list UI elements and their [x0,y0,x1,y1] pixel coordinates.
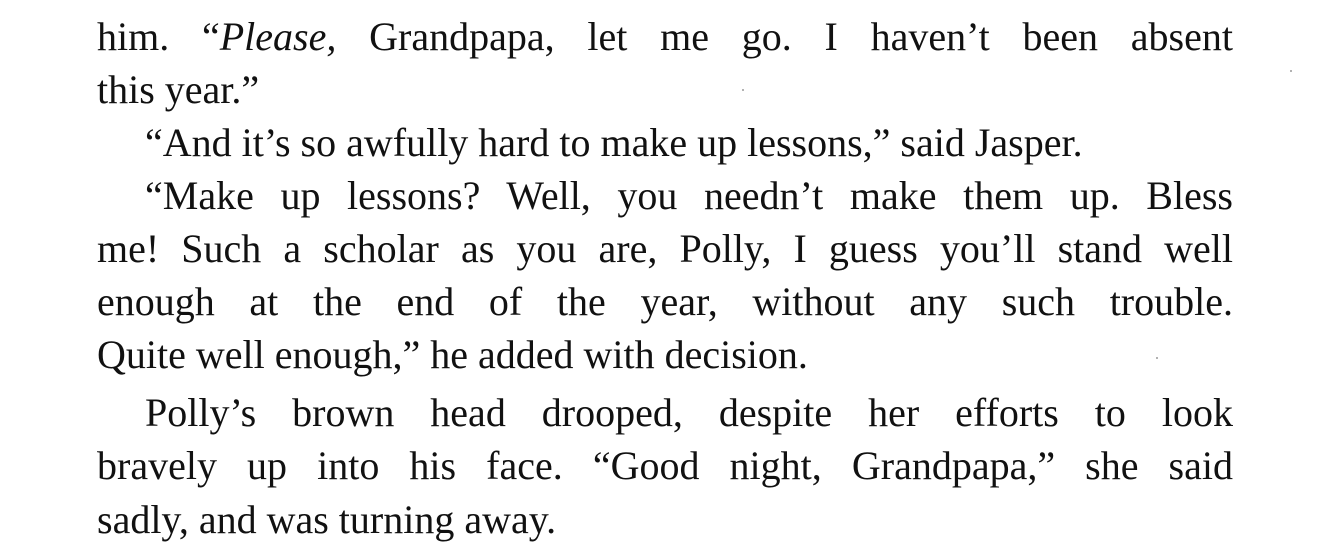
scan-speck [742,89,744,91]
scan-speck [1156,357,1158,359]
text-line-4: “Make up lessons? Well, you needn’t make them up. Bless [145,173,1233,218]
scan-speck [1290,70,1292,72]
text-line-5: me! Such a scholar as you are, Polly, I guess you’ll stand well [97,226,1233,271]
text-line-7: Quite well enough,” he added with decision. [97,332,808,377]
text-line-1 [97,10,1233,64]
text-line-6: enough at the end of the year, without any such trouble. [97,279,1233,324]
text-line-3: “And it’s so awfully hard to make up lessons,” said Jasper. [145,120,1083,165]
emphasis-please: Please, [219,14,337,59]
text-line-2: this year.” [97,67,260,112]
text-line-8: Polly’s brown head drooped, despite her efforts to look [145,390,1233,435]
text-line-9: bravely up into his face. “Good night, Grandpapa,” she said [97,443,1233,488]
text-line-10: sadly, and was turning away. [97,497,557,542]
line-1-before: him. “ [97,14,220,59]
line-1-after: Grandpapa, let me go. I haven’t been absent [336,14,1233,59]
